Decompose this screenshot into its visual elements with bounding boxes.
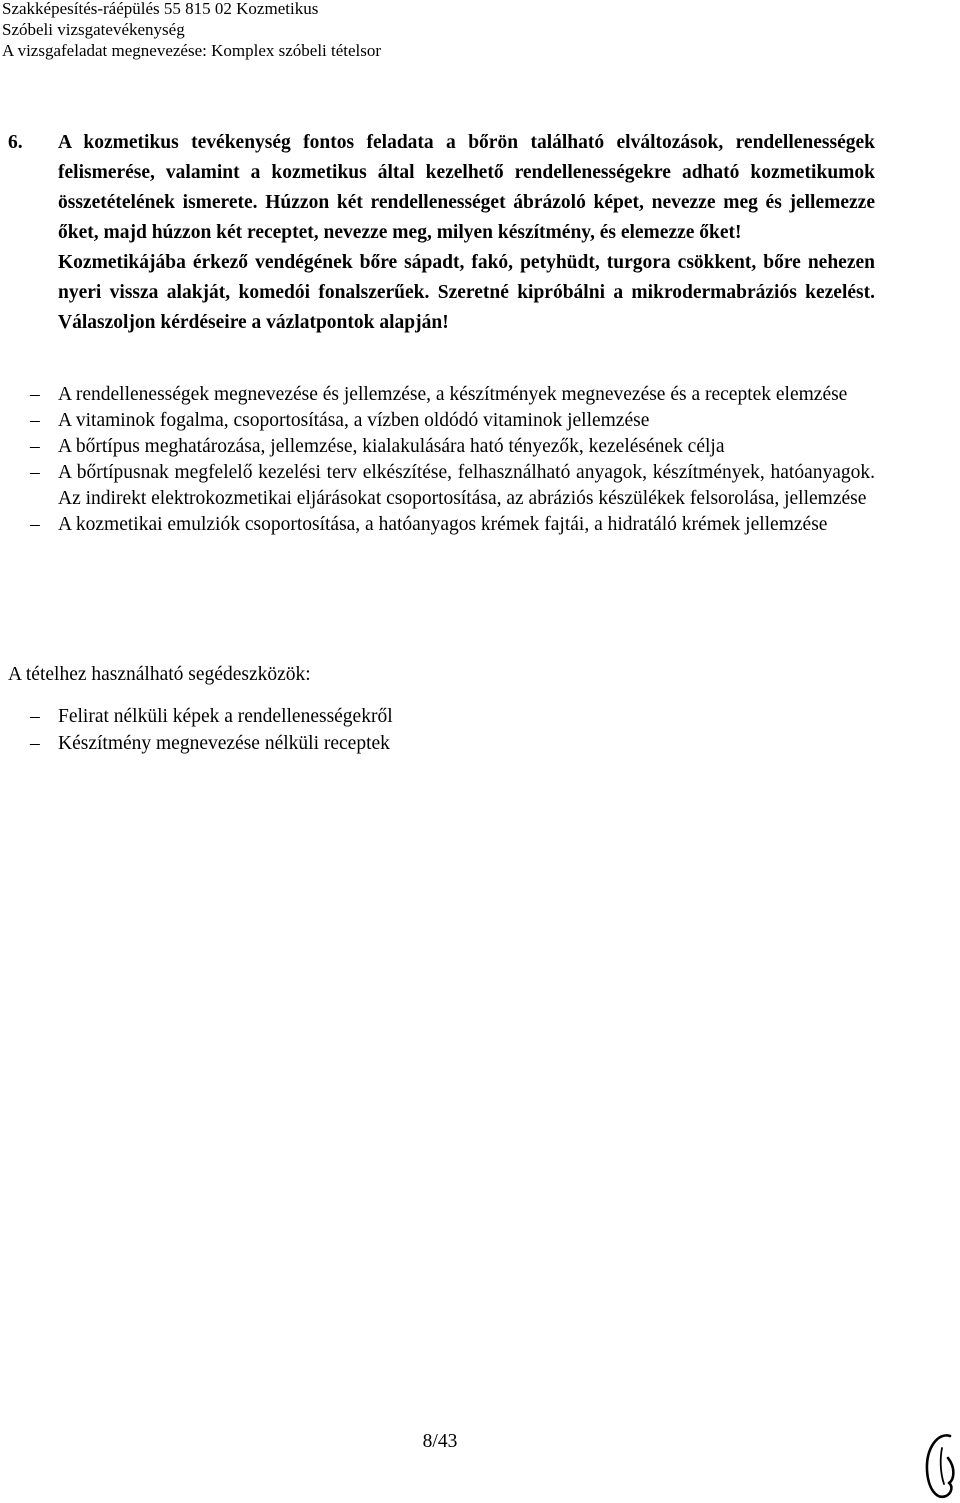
outline-item — [30, 512, 875, 538]
task-scenario: Kozmetikájába érkező vendégének bőre sápadt, fakó, petyhüdt, turgora csökkent, bőre nehezen nyeri vissza alakját, komedói fonalszerűek. Szeretné kipróbálni a mikrodermabráziós kezelést. Válaszoljon kérdéseire a vázlatpontok alapján! — [58, 252, 875, 333]
dash-bullet-icon: – — [30, 706, 40, 727]
signature-mark-icon — [918, 1428, 960, 1503]
tools-item-text: Készítmény megnevezése nélküli receptek — [58, 733, 390, 754]
dash-bullet-icon: – — [30, 436, 40, 457]
tools-item — [30, 703, 875, 730]
task-description: A kozmetikus tevékenység fontos feladata a bőrön található elváltozások, rendellenességek felismerése, valamint a kozmetikus által kezelhető rendellenességekre adható kozmetikumok összetételének ismerete. Húzzon két rendellenességet ábrázoló képet, nevezze meg és jellemezze őket, majd húzzon két receptet, nevezze meg, milyen készítmény, és elemezze őket! — [58, 132, 875, 243]
tools-item — [30, 730, 875, 757]
tools-heading: A tételhez használható segédeszközök: — [8, 664, 311, 685]
outline-item — [30, 434, 875, 460]
header-exam-activity: Szóbeli vizsgatevékenység — [2, 20, 185, 39]
outline-item-text: A vitaminok fogalma, csoportosítása, a vízben oldódó vitaminok jellemzése — [58, 410, 650, 431]
dash-bullet-icon: – — [30, 462, 40, 483]
dash-bullet-icon: – — [30, 514, 40, 535]
tools-list — [30, 703, 875, 757]
outline-item — [30, 460, 875, 512]
outline-item-text: A bőrtípusnak megfelelő kezelési terv elkészítése, felhasználható anyagok, készítmények, hatóanyagok. Az indirekt elektrokozmetikai eljárásokat csoportosítása, az abráziós készülékek felsorolása, jellemzése — [58, 462, 875, 509]
task-section — [8, 128, 875, 338]
outline-item-text: A rendellenességek megnevezése és jellemzése, a készítmények megnevezése és a receptek elemzése — [58, 384, 848, 405]
outline-item-text: A bőrtípus meghatározása, jellemzése, kialakulására ható tényezők, kezelésének célja — [58, 436, 725, 457]
dash-bullet-icon: – — [30, 384, 40, 405]
outline-points — [30, 382, 875, 538]
header-task-name: A vizsgafeladat megnevezése: Komplex szóbeli tételsor — [2, 41, 382, 60]
dash-bullet-icon: – — [30, 733, 40, 754]
outline-item — [30, 408, 875, 434]
outline-item — [30, 382, 875, 408]
page-number: 8/43 — [422, 1431, 458, 1452]
tools-item-text: Felirat nélküli képek a rendellenességekről — [58, 706, 393, 727]
dash-bullet-icon: – — [30, 410, 40, 431]
header-qualification: Szakképesítés-ráépülés 55 815 02 Kozmetikus — [2, 0, 319, 18]
outline-item-text: A kozmetikai emulziók csoportosítása, a hatóanyagos krémek fajtái, a hidratáló krémek jellemzése — [58, 514, 828, 535]
document-header — [2, 0, 381, 61]
task-number: 6. — [8, 132, 23, 153]
